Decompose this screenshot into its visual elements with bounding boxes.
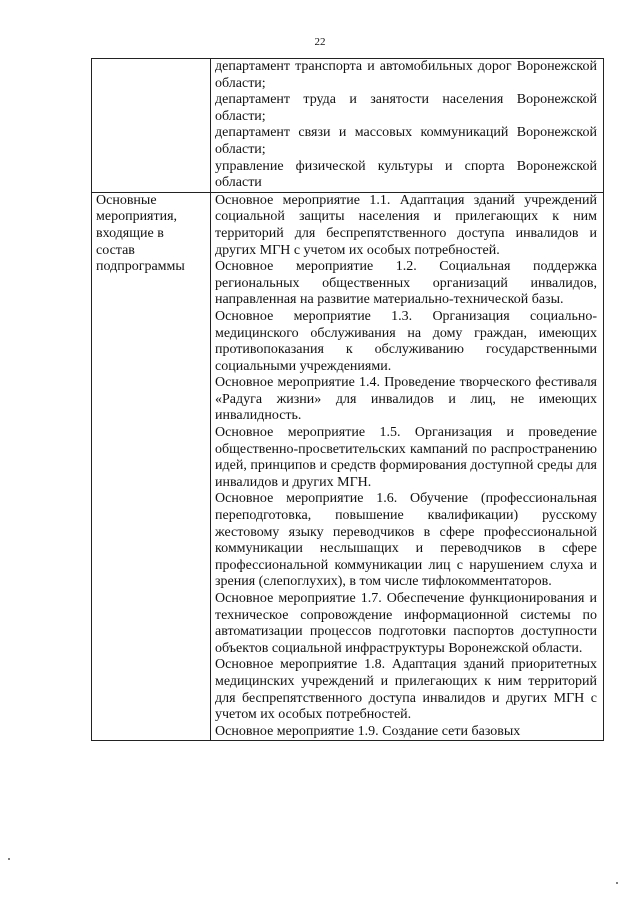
table-row — [92, 192, 604, 741]
scan-speck — [616, 882, 618, 884]
row-label: Основные мероприятия, входящие в состав подпрограммы — [96, 192, 185, 275]
table-row — [92, 59, 604, 193]
paragraph: управление физической культуры и спорта Воронежской области — [215, 158, 597, 191]
paragraph: Основное мероприятие 1.3. Организация социально-медицинского обслуживания на дому граждан, имеющих противопоказания к обслуживанию государственными социальными учреждениями. — [215, 308, 597, 374]
row-label-cell — [92, 59, 211, 193]
paragraph: департамент транспорта и автомобильных дорог Воронежской области; — [215, 59, 597, 91]
row-label-cell — [92, 192, 211, 741]
paragraph: Основное мероприятие 1.4. Проведение творческого фестиваля «Радуга жизни» для инвалидов и лиц, не имеющих инвалидность. — [215, 375, 597, 424]
paragraph: департамент труда и занятости населения Воронежской области; — [215, 92, 597, 124]
paragraph: Основное мероприятие 1.1. Адаптация зданий учреждений социальной защиты населения и прилегающих к ним территорий для беспрепятственного доступа инвалидов и других МГН с учетом их особых потребностей. — [215, 192, 597, 258]
page-number: 22 — [314, 36, 326, 48]
paragraph: департамент связи и массовых коммуникаций Воронежской области; — [215, 125, 597, 157]
paragraph: Основное мероприятие 1.9. Создание сети базовых — [215, 723, 521, 739]
paragraph: Основное мероприятие 1.8. Адаптация зданий приоритетных медицинских учреждений и прилегающих к ним территорий для беспрепятственного доступа инвалидов и других МГН с учетом их особых потребностей. — [215, 657, 597, 723]
program-table — [91, 58, 604, 741]
paragraph: Основное мероприятие 1.7. Обеспечение функционирования и техническое сопровождение информационной системы по автоматизации процессов подготовки паспортов доступности объектов социальной инфраструктуры Воронежской области. — [215, 591, 597, 656]
paragraph: Основное мероприятие 1.2. Социальная поддержка региональных общественных организаций инвалидов, направленная на развитие материально-технической базы. — [215, 259, 597, 308]
paragraph: Основное мероприятие 1.6. Обучение (профессиональная переподготовка, повышение квалификации) русскому жестовому языку переводчиков в сфере профессиональной коммуникации неслышащих и переводчиков в сфере профессиональной коммуникации лиц с нарушением слуха и зрения (слепоглухих), в том числе тифлокомментаторов. — [215, 491, 597, 590]
scan-speck — [8, 858, 10, 860]
row-content-cell — [211, 192, 604, 741]
row-content-cell — [211, 59, 604, 193]
paragraph: Основное мероприятие 1.5. Организация и проведение общественно-просветительских кампаний по распространению идей, принципов и средств формирования доступной среды для инвалидов и других МГН. — [215, 425, 597, 490]
